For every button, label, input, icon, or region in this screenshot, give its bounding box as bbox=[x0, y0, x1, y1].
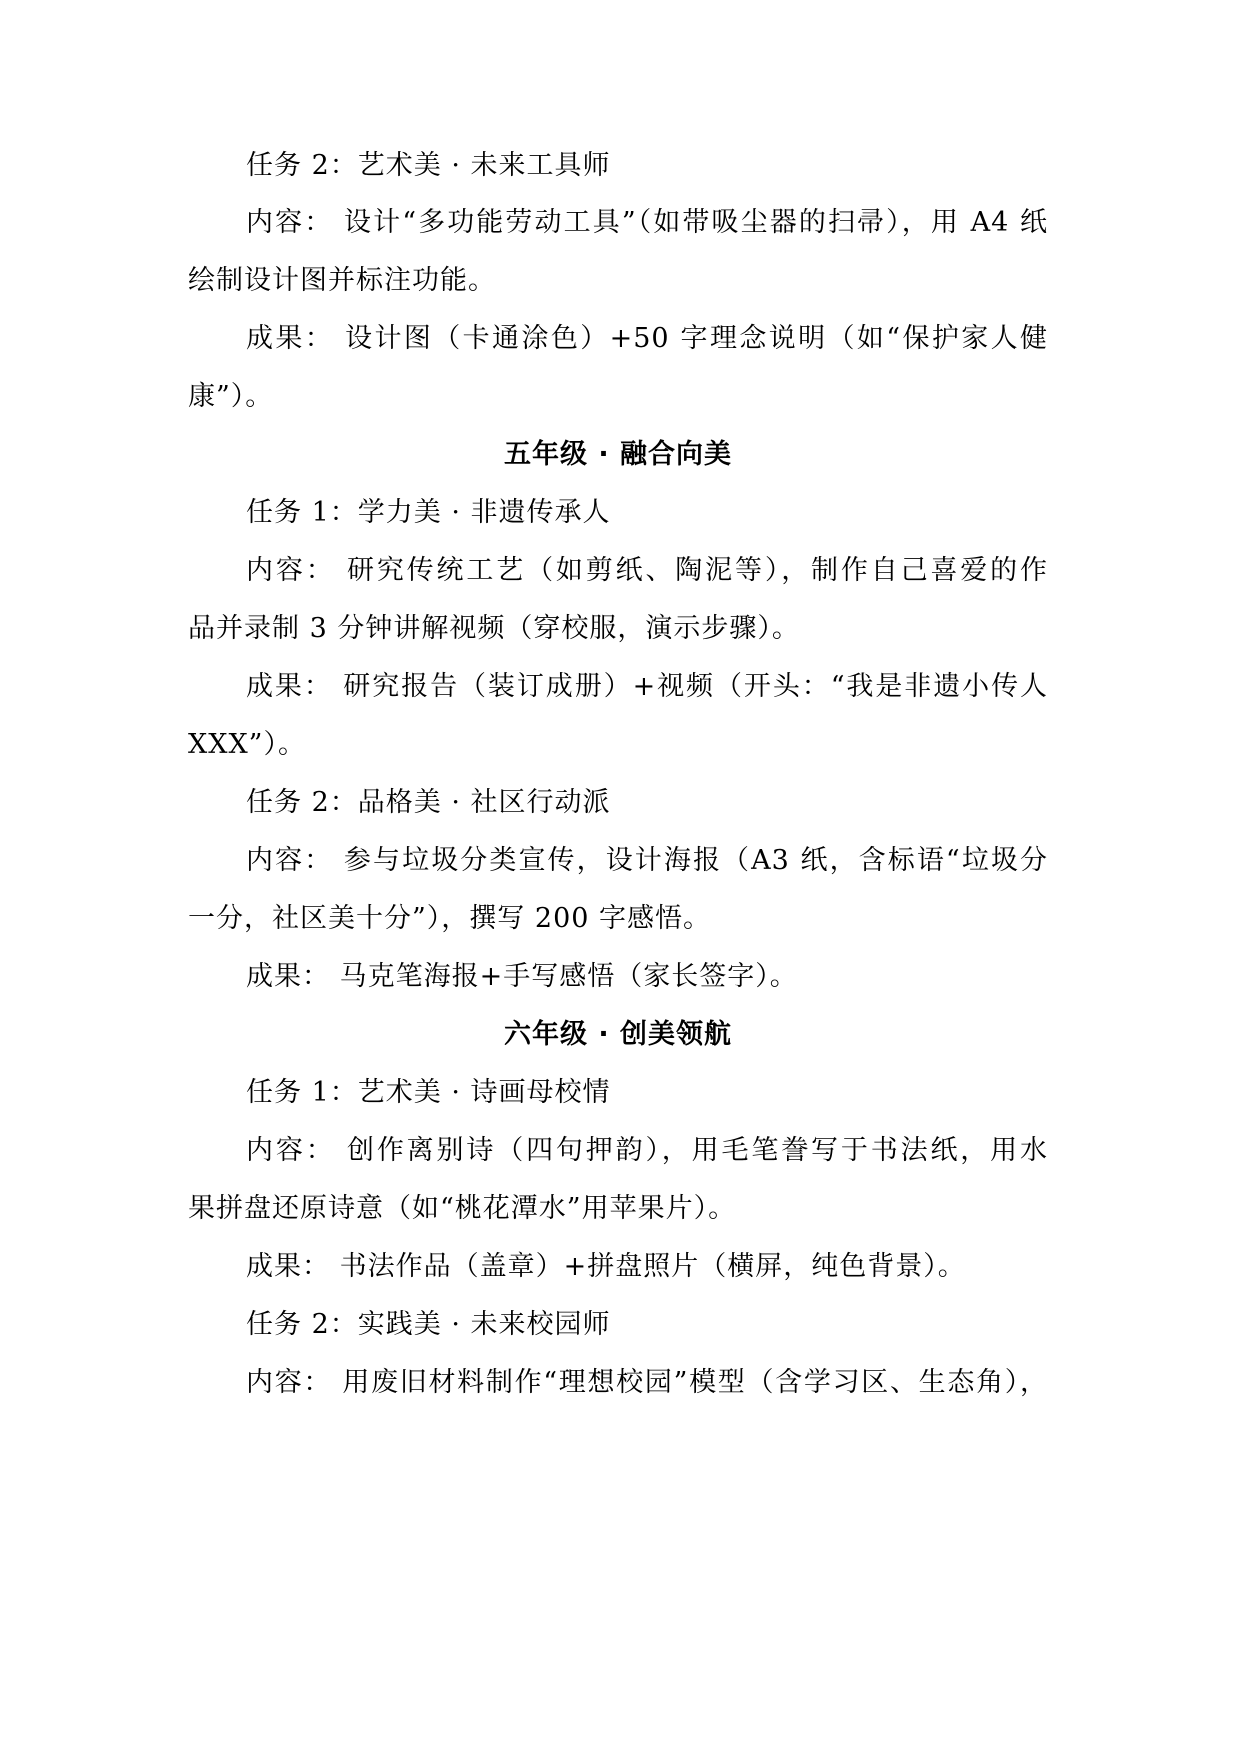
paragraph-line: 成果： 设计图（卡通涂色）+50 字理念说明（如“保护家人健 bbox=[246, 323, 1048, 354]
task-title: 任务 1：艺术美 · 诗画母校情 bbox=[246, 1077, 611, 1108]
paragraph-line: 一分，社区美十分”），撰写 200 字感悟。 bbox=[188, 903, 712, 934]
paragraph-line: 品并录制 3 分钟讲解视频（穿校服，演示步骤）。 bbox=[188, 613, 800, 644]
paragraph-line: 绘制设计图并标注功能。 bbox=[188, 265, 496, 296]
paragraph-line: 康”）。 bbox=[188, 381, 274, 412]
paragraph-line: 成果： 书法作品（盖章）+拼盘照片（横屏，纯色背景）。 bbox=[246, 1251, 966, 1282]
paragraph-line: 果拼盘还原诗意（如“桃花潭水”用苹果片）。 bbox=[188, 1193, 737, 1224]
paragraph-line: 成果： 研究报告（装订成册）+视频（开头：“我是非遗小传人 bbox=[246, 671, 1048, 702]
paragraph-line: 内容： 参与垃圾分类宣传，设计海报（A3 纸，含标语“垃圾分 bbox=[246, 845, 1048, 876]
paragraph-line: 内容： 创作离别诗（四句押韵），用毛笔誊写于书法纸，用水 bbox=[246, 1135, 1048, 1166]
section-heading: 五年级 · 融合向美 bbox=[503, 439, 733, 470]
task-title: 任务 2：实践美 · 未来校园师 bbox=[246, 1309, 611, 1340]
task-title: 任务 1：学力美 · 非遗传承人 bbox=[246, 497, 611, 528]
paragraph-line: 内容： 用废旧材料制作“理想校园”模型（含学习区、生态角）， bbox=[246, 1367, 1048, 1398]
paragraph-line: 内容： 研究传统工艺（如剪纸、陶泥等），制作自己喜爱的作 bbox=[246, 555, 1048, 586]
section-heading: 六年级 · 创美领航 bbox=[503, 1019, 733, 1050]
paragraph-line: 成果： 马克笔海报+手写感悟（家长签字）。 bbox=[246, 961, 798, 992]
task-title: 任务 2：艺术美 · 未来工具师 bbox=[246, 150, 611, 181]
paragraph-line: XXX”）。 bbox=[188, 729, 306, 760]
task-title: 任务 2：品格美 · 社区行动派 bbox=[246, 787, 611, 818]
paragraph-line: 内容： 设计“多功能劳动工具”（如带吸尘器的扫帚），用 A4 纸 bbox=[246, 207, 1048, 238]
